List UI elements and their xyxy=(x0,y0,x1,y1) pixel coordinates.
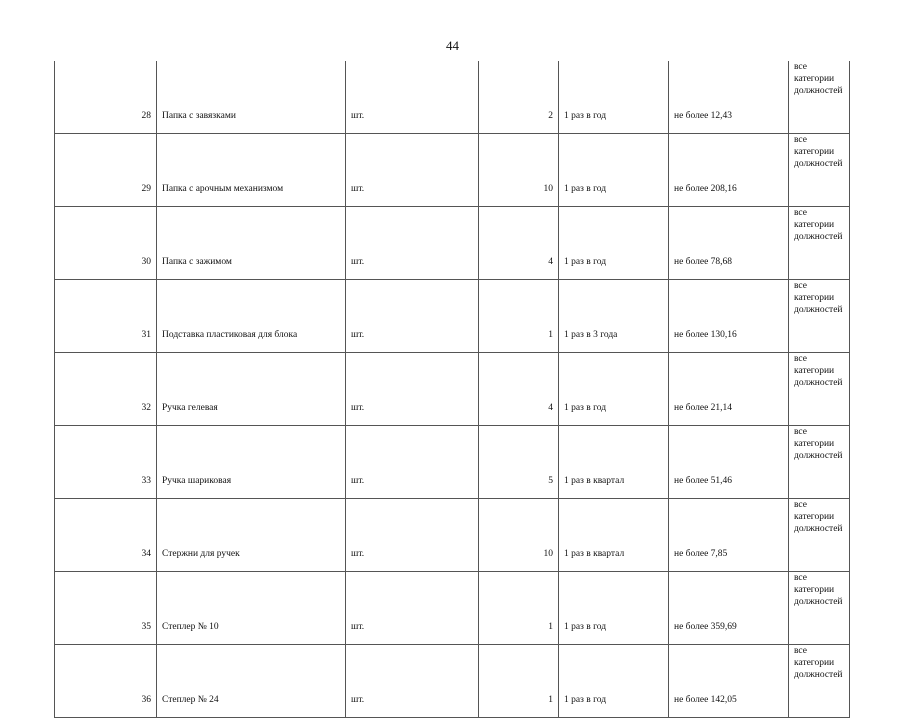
unit-cell: шт. xyxy=(346,280,479,353)
item-name-cell: Степлер № 10 xyxy=(157,572,346,645)
row-number-cell: 34 xyxy=(55,499,157,572)
row-number-cell: 36 xyxy=(55,645,157,718)
category-cell: все категории должностей xyxy=(789,499,850,572)
table-row xyxy=(55,61,850,134)
unit-cell: шт. xyxy=(346,645,479,718)
table-row xyxy=(55,499,850,572)
item-name-cell: Стержни для ручек xyxy=(157,499,346,572)
category-cell: все категории должностей xyxy=(789,353,850,426)
row-number-cell: 29 xyxy=(55,134,157,207)
quantity-cell: 4 xyxy=(479,207,559,280)
row-number-cell: 33 xyxy=(55,426,157,499)
row-number-cell: 35 xyxy=(55,572,157,645)
quantity-cell: 4 xyxy=(479,353,559,426)
price-cell: не более 7,85 xyxy=(669,499,789,572)
table-row xyxy=(55,207,850,280)
period-cell: 1 раз в год xyxy=(559,645,669,718)
period-cell: 1 раз в год xyxy=(559,353,669,426)
row-number-cell: 28 xyxy=(55,61,157,134)
quantity-cell: 1 xyxy=(479,280,559,353)
price-cell: не более 12,43 xyxy=(669,61,789,134)
quantity-cell: 10 xyxy=(479,499,559,572)
price-cell: не более 130,16 xyxy=(669,280,789,353)
period-cell: 1 раз в 3 года xyxy=(559,280,669,353)
row-number-cell: 30 xyxy=(55,207,157,280)
period-cell: 1 раз в год xyxy=(559,61,669,134)
page-number: 44 xyxy=(446,38,459,53)
category-cell: все категории должностей xyxy=(789,61,850,134)
price-cell: не более 21,14 xyxy=(669,353,789,426)
unit-cell: шт. xyxy=(346,353,479,426)
item-name-cell: Ручка гелевая xyxy=(157,353,346,426)
category-cell: все категории должностей xyxy=(789,207,850,280)
item-name-cell: Папка с зажимом xyxy=(157,207,346,280)
period-cell: 1 раз в квартал xyxy=(559,426,669,499)
period-cell: 1 раз в год xyxy=(559,134,669,207)
unit-cell: шт. xyxy=(346,61,479,134)
quantity-cell: 2 xyxy=(479,61,559,134)
period-cell: 1 раз в год xyxy=(559,207,669,280)
period-cell: 1 раз в квартал xyxy=(559,499,669,572)
item-name-cell: Степлер № 24 xyxy=(157,645,346,718)
table-row xyxy=(55,572,850,645)
row-number-cell: 31 xyxy=(55,280,157,353)
unit-cell: шт. xyxy=(346,499,479,572)
item-name-cell: Папка с завязками xyxy=(157,61,346,134)
price-cell: не более 78,68 xyxy=(669,207,789,280)
table-row xyxy=(55,353,850,426)
table-body xyxy=(55,61,850,718)
quantity-cell: 1 xyxy=(479,645,559,718)
price-cell: не более 142,05 xyxy=(669,645,789,718)
category-cell: все категории должностей xyxy=(789,280,850,353)
item-name-cell: Папка с арочным механизмом xyxy=(157,134,346,207)
quantity-cell: 1 xyxy=(479,572,559,645)
price-cell: не более 208,16 xyxy=(669,134,789,207)
item-name-cell: Подставка пластиковая для блока xyxy=(157,280,346,353)
table-row xyxy=(55,280,850,353)
table-row xyxy=(55,134,850,207)
category-cell: все категории должностей xyxy=(789,645,850,718)
row-number-cell: 32 xyxy=(55,353,157,426)
price-cell: не более 51,46 xyxy=(669,426,789,499)
unit-cell: шт. xyxy=(346,426,479,499)
item-name-cell: Ручка шариковая xyxy=(157,426,346,499)
supplies-norms-table xyxy=(54,61,850,718)
quantity-cell: 10 xyxy=(479,134,559,207)
unit-cell: шт. xyxy=(346,134,479,207)
category-cell: все категории должностей xyxy=(789,134,850,207)
category-cell: все категории должностей xyxy=(789,426,850,499)
price-cell: не более 359,69 xyxy=(669,572,789,645)
unit-cell: шт. xyxy=(346,207,479,280)
quantity-cell: 5 xyxy=(479,426,559,499)
table-row xyxy=(55,426,850,499)
table-row xyxy=(55,645,850,718)
category-cell: все категории должностей xyxy=(789,572,850,645)
period-cell: 1 раз в год xyxy=(559,572,669,645)
unit-cell: шт. xyxy=(346,572,479,645)
